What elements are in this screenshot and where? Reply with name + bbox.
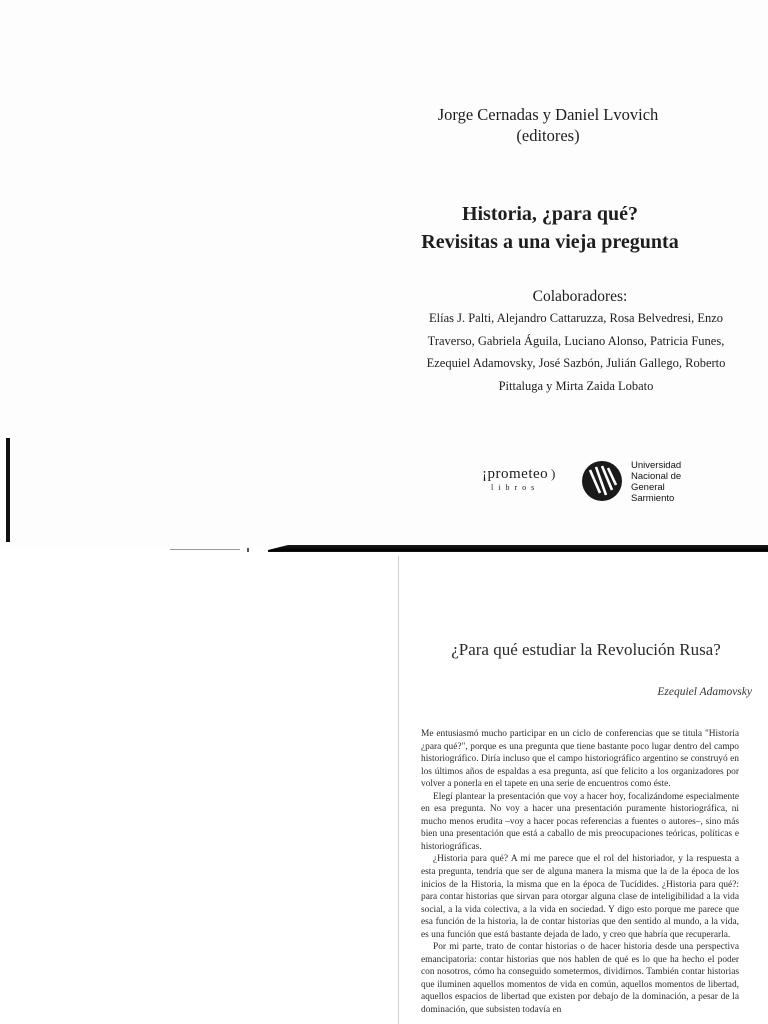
ungs-line: Sarmiento (631, 493, 675, 504)
book-title (380, 200, 720, 256)
ungs-name (631, 460, 681, 504)
book-title-line1: Historia, ¿para qué? (461, 203, 639, 225)
collaborators-line: Pittaluga y Mirta Zaida Lobato (498, 378, 654, 393)
body-paragraph: Por mi parte, trato de contar historias o de hacer historia desde una perspectiva emancipatoria: contar historias que nos hablen de qué es lo que ha hecho el poder con nosotros, cómo ha conseguido sometermos, dividirnos. También contar historias que iluminen aquellos momentos de vida en común, aquellos momentos de libertad, aquellos espacios de libertad que existen por debajo de la dominación, a pesar de la dominación, que subsisten todavía en (421, 942, 739, 1016)
collaborators-heading: Colaboradores: (532, 288, 628, 305)
page-divider-line (170, 549, 240, 550)
ungs-line: Universidad (631, 460, 682, 471)
prometeo-wordmark: ¡prometeo (482, 466, 549, 482)
chapter-body (421, 728, 739, 1017)
collaborators-line: Elías J. Palti, Alejandro Cattaruzza, Rosa Belvedresi, Enzo (428, 311, 724, 325)
book-title-line2: Revisitas a una vieja pregunta (421, 231, 679, 253)
editors (400, 104, 696, 146)
collaborators-line: Traverso, Gabriela Águila, Luciano Alonso, Patricia Funes, (427, 333, 725, 348)
collaborators-line: Ezequiel Adamovsky, José Sazbón, Julián Gallego, Roberto (426, 356, 726, 370)
chapter-author: Ezequiel Adamovsky (657, 686, 752, 698)
scan-edge-shadow (6, 438, 10, 542)
body-paragraph: ¿Historia para qué? A mí me parece que el rol del historiador, y la respuesta a esta pregunta, tendría que ser de alguna manera la misma que la de la época de los inicios de la Historia, la misma que en la época de Tucídides. ¿Historia para qué?: para contar historias que sirvan para otorgar alguna clase de inteligibilidad a la vida social, a la vida colectiva, a la vida en sociedad. Y digo esto porque me parece que esa función de la historia, la de contar historias que den sentido al mundo, a la vida, es una función que está bastante dejada de lado, y creo que habría que recuperarla. (421, 854, 739, 940)
book-spine-line (398, 556, 399, 1024)
ungs-logo-icon (580, 459, 624, 503)
body-paragraph: Elegí plantear la presentación que voy a hacer hoy, focalizándome especialmente en esa pregunta. No voy a hacer una presentación puramente historiográfica, ni mucho menos erudita –voy a hacer pocas referencias a fuentes o autores–, sino más bien una presentación que está a caballo de mis preocupaciones teóricas, políticas e historiográficas. (421, 791, 739, 852)
collaborators-list (418, 307, 734, 397)
prometeo-logo (478, 466, 558, 496)
editors-role: (editores) (516, 126, 580, 145)
body-paragraph: Me entusiasmó mucho participar en un ciclo de conferencias que se titula "Historia ¿para qué?", porque es una pregunta que tiene bastante poco lugar dentro del campo historiográfico. Diría incluso que el campo historiográfico argentino se construyó en los últimos años de espaldas a esa pregunta, así que felicito a los organizadores por volver a ponerla en el tapete en una serie de encuentros como éste. (421, 729, 739, 790)
prometeo-mark: ) (551, 466, 556, 481)
ungs-line: General (631, 482, 665, 493)
prometeo-subtitle: libros (491, 483, 540, 492)
ungs-line: Nacional de (631, 471, 682, 482)
chapter-title: ¿Para qué estudiar la Revolución Rusa? (451, 640, 721, 659)
editors-names: Jorge Cernadas y Daniel Lvovich (437, 105, 659, 124)
